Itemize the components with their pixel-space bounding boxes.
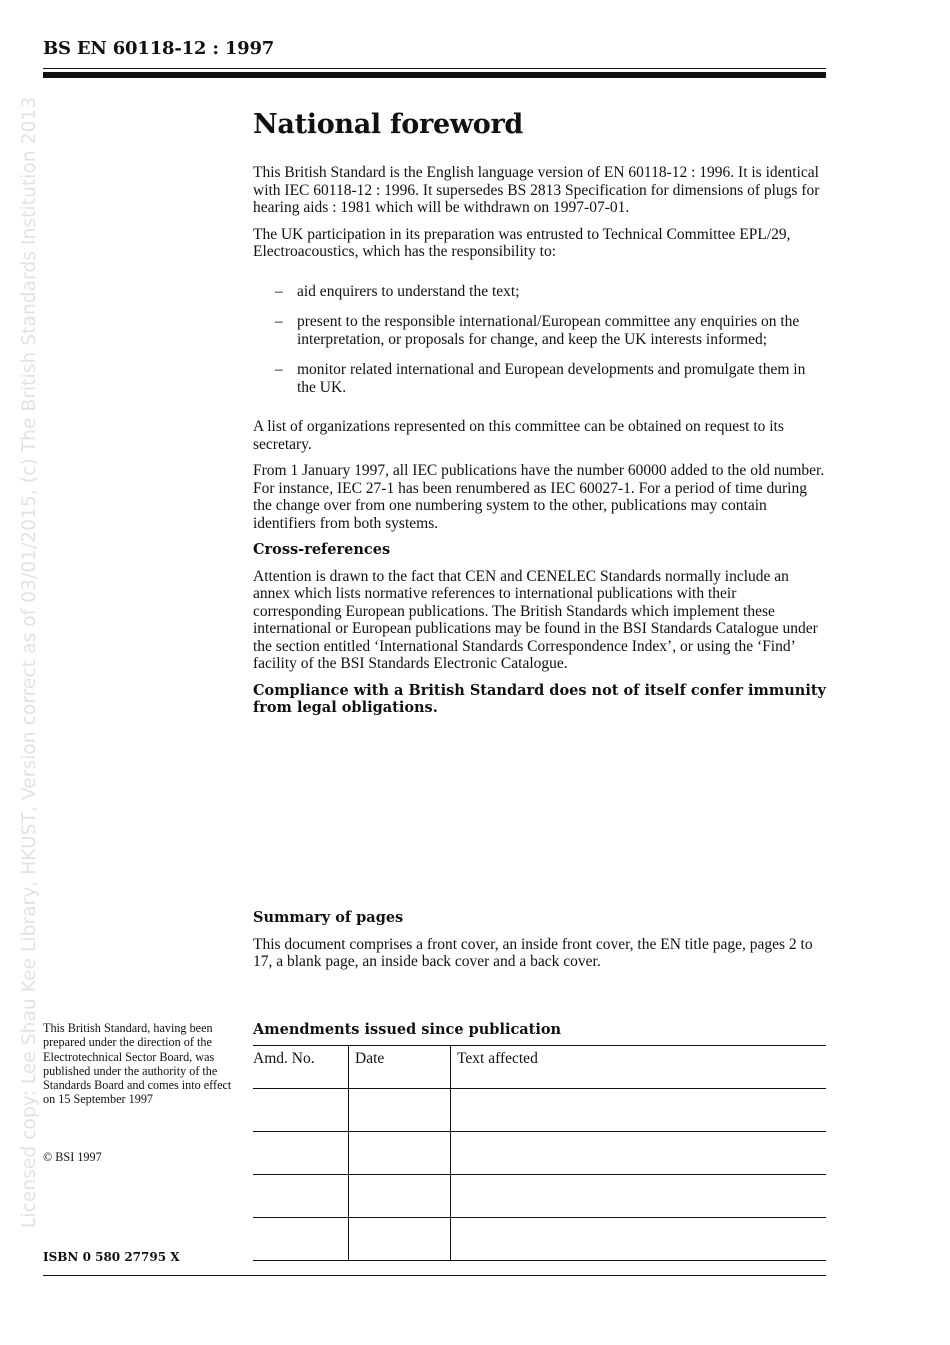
table-cell <box>451 1218 827 1261</box>
table-cell <box>253 1175 349 1218</box>
numbering-paragraph: From 1 January 1997, all IEC publications have the number 60000 added to the old number. For instance, IEC 27-1 has been renumbered as IEC 60027-1. For a period of time during the change over from one numbering system to the other, publications may contain identifiers from both systems. <box>253 462 825 532</box>
national-foreword-section <box>253 108 827 726</box>
header-thin-rule <box>43 68 826 69</box>
amendments-heading: Amendments issued since publication <box>253 1021 562 1038</box>
column-header-text-affected: Text affected <box>451 1046 827 1089</box>
footer-rule <box>43 1275 826 1276</box>
list-item-text: aid enquirers to understand the text; <box>297 282 520 300</box>
isbn-number: ISBN 0 580 27795 X <box>43 1250 180 1264</box>
table-header-row <box>253 1046 826 1089</box>
column-header-date: Date <box>349 1046 451 1089</box>
list-item <box>253 283 827 301</box>
copyright-notice: © BSI 1997 <box>43 1150 102 1164</box>
table-row <box>253 1175 826 1218</box>
table-cell <box>451 1175 827 1218</box>
summary-of-pages-section <box>253 909 827 971</box>
dash-bullet: – <box>275 282 283 300</box>
list-item-text: present to the responsible international/European committee any enquiries on the interpretation, or proposals for change, and keep the UK interests informed; <box>297 313 800 348</box>
table-cell <box>253 1218 349 1261</box>
summary-heading: Summary of pages <box>253 909 404 926</box>
table-row <box>253 1218 826 1261</box>
document-id-header: BS EN 60118-12 : 1997 <box>43 38 275 59</box>
amendments-table <box>253 1045 826 1261</box>
table-cell <box>253 1132 349 1175</box>
table-row <box>253 1132 826 1175</box>
table-cell <box>349 1089 451 1132</box>
page-title: National foreword <box>253 109 523 140</box>
license-watermark: Licensed copy: Lee Shau Kee Library, HKUST, Version correct as of 03/01/2015, (c) The British Standards Institution 2013 <box>19 96 40 1228</box>
responsibilities-list <box>253 283 827 397</box>
header-thick-rule <box>43 72 826 78</box>
table-cell <box>349 1132 451 1175</box>
list-item <box>253 361 827 396</box>
cross-references-heading: Cross-references <box>253 541 391 558</box>
list-item-text: monitor related international and European developments and promulgate them in the UK. <box>297 361 806 396</box>
table-row <box>253 1089 826 1132</box>
intro-paragraph: This British Standard is the English language version of EN 60118-12 : 1996. It is identical with IEC 60118-12 : 1996. It supersedes BS 2813 Specification for dimensions of plugs for hearing aids : 1981 which will be withdrawn on 1997-07-01. <box>253 164 820 216</box>
table-cell <box>451 1132 827 1175</box>
table-cell <box>253 1089 349 1132</box>
dash-bullet: – <box>275 313 283 330</box>
cross-references-paragraph: Attention is drawn to the fact that CEN and CENELEC Standards normally include an annex which lists normative references to international publications with their corresponding European publications. The British Standards which implement these international or European publications may be found in the BSI Standards Catalogue under the section entitled ‘International Standards Correspondence Index’, or using the ‘Find’ facility of the BSI Standards Electronic Catalogue. <box>253 567 818 672</box>
table-cell <box>349 1218 451 1261</box>
committee-paragraph: The UK participation in its preparation was entrusted to Technical Committee EPL/29, Electroacoustics, which has the responsibility to: <box>253 225 791 260</box>
table-cell <box>451 1089 827 1132</box>
publication-note: This British Standard, having been prepared under the direction of the Electrotechnical Sector Board, was published under the authority of the Standards Board and comes into effect on 15 September 1997 <box>43 1021 232 1107</box>
table-cell <box>349 1175 451 1218</box>
compliance-statement: Compliance with a British Standard does not of itself confer immunity from legal obligations. <box>253 681 826 716</box>
column-header-amd-no: Amd. No. <box>253 1046 349 1089</box>
dash-bullet: – <box>275 361 283 378</box>
summary-text: This document comprises a front cover, an inside front cover, the EN title page, pages 2 to 17, a blank page, an inside back cover and a back cover. <box>253 935 813 970</box>
list-item <box>253 313 827 348</box>
organizations-paragraph: A list of organizations represented on this committee can be obtained on request to its secretary. <box>253 418 784 453</box>
